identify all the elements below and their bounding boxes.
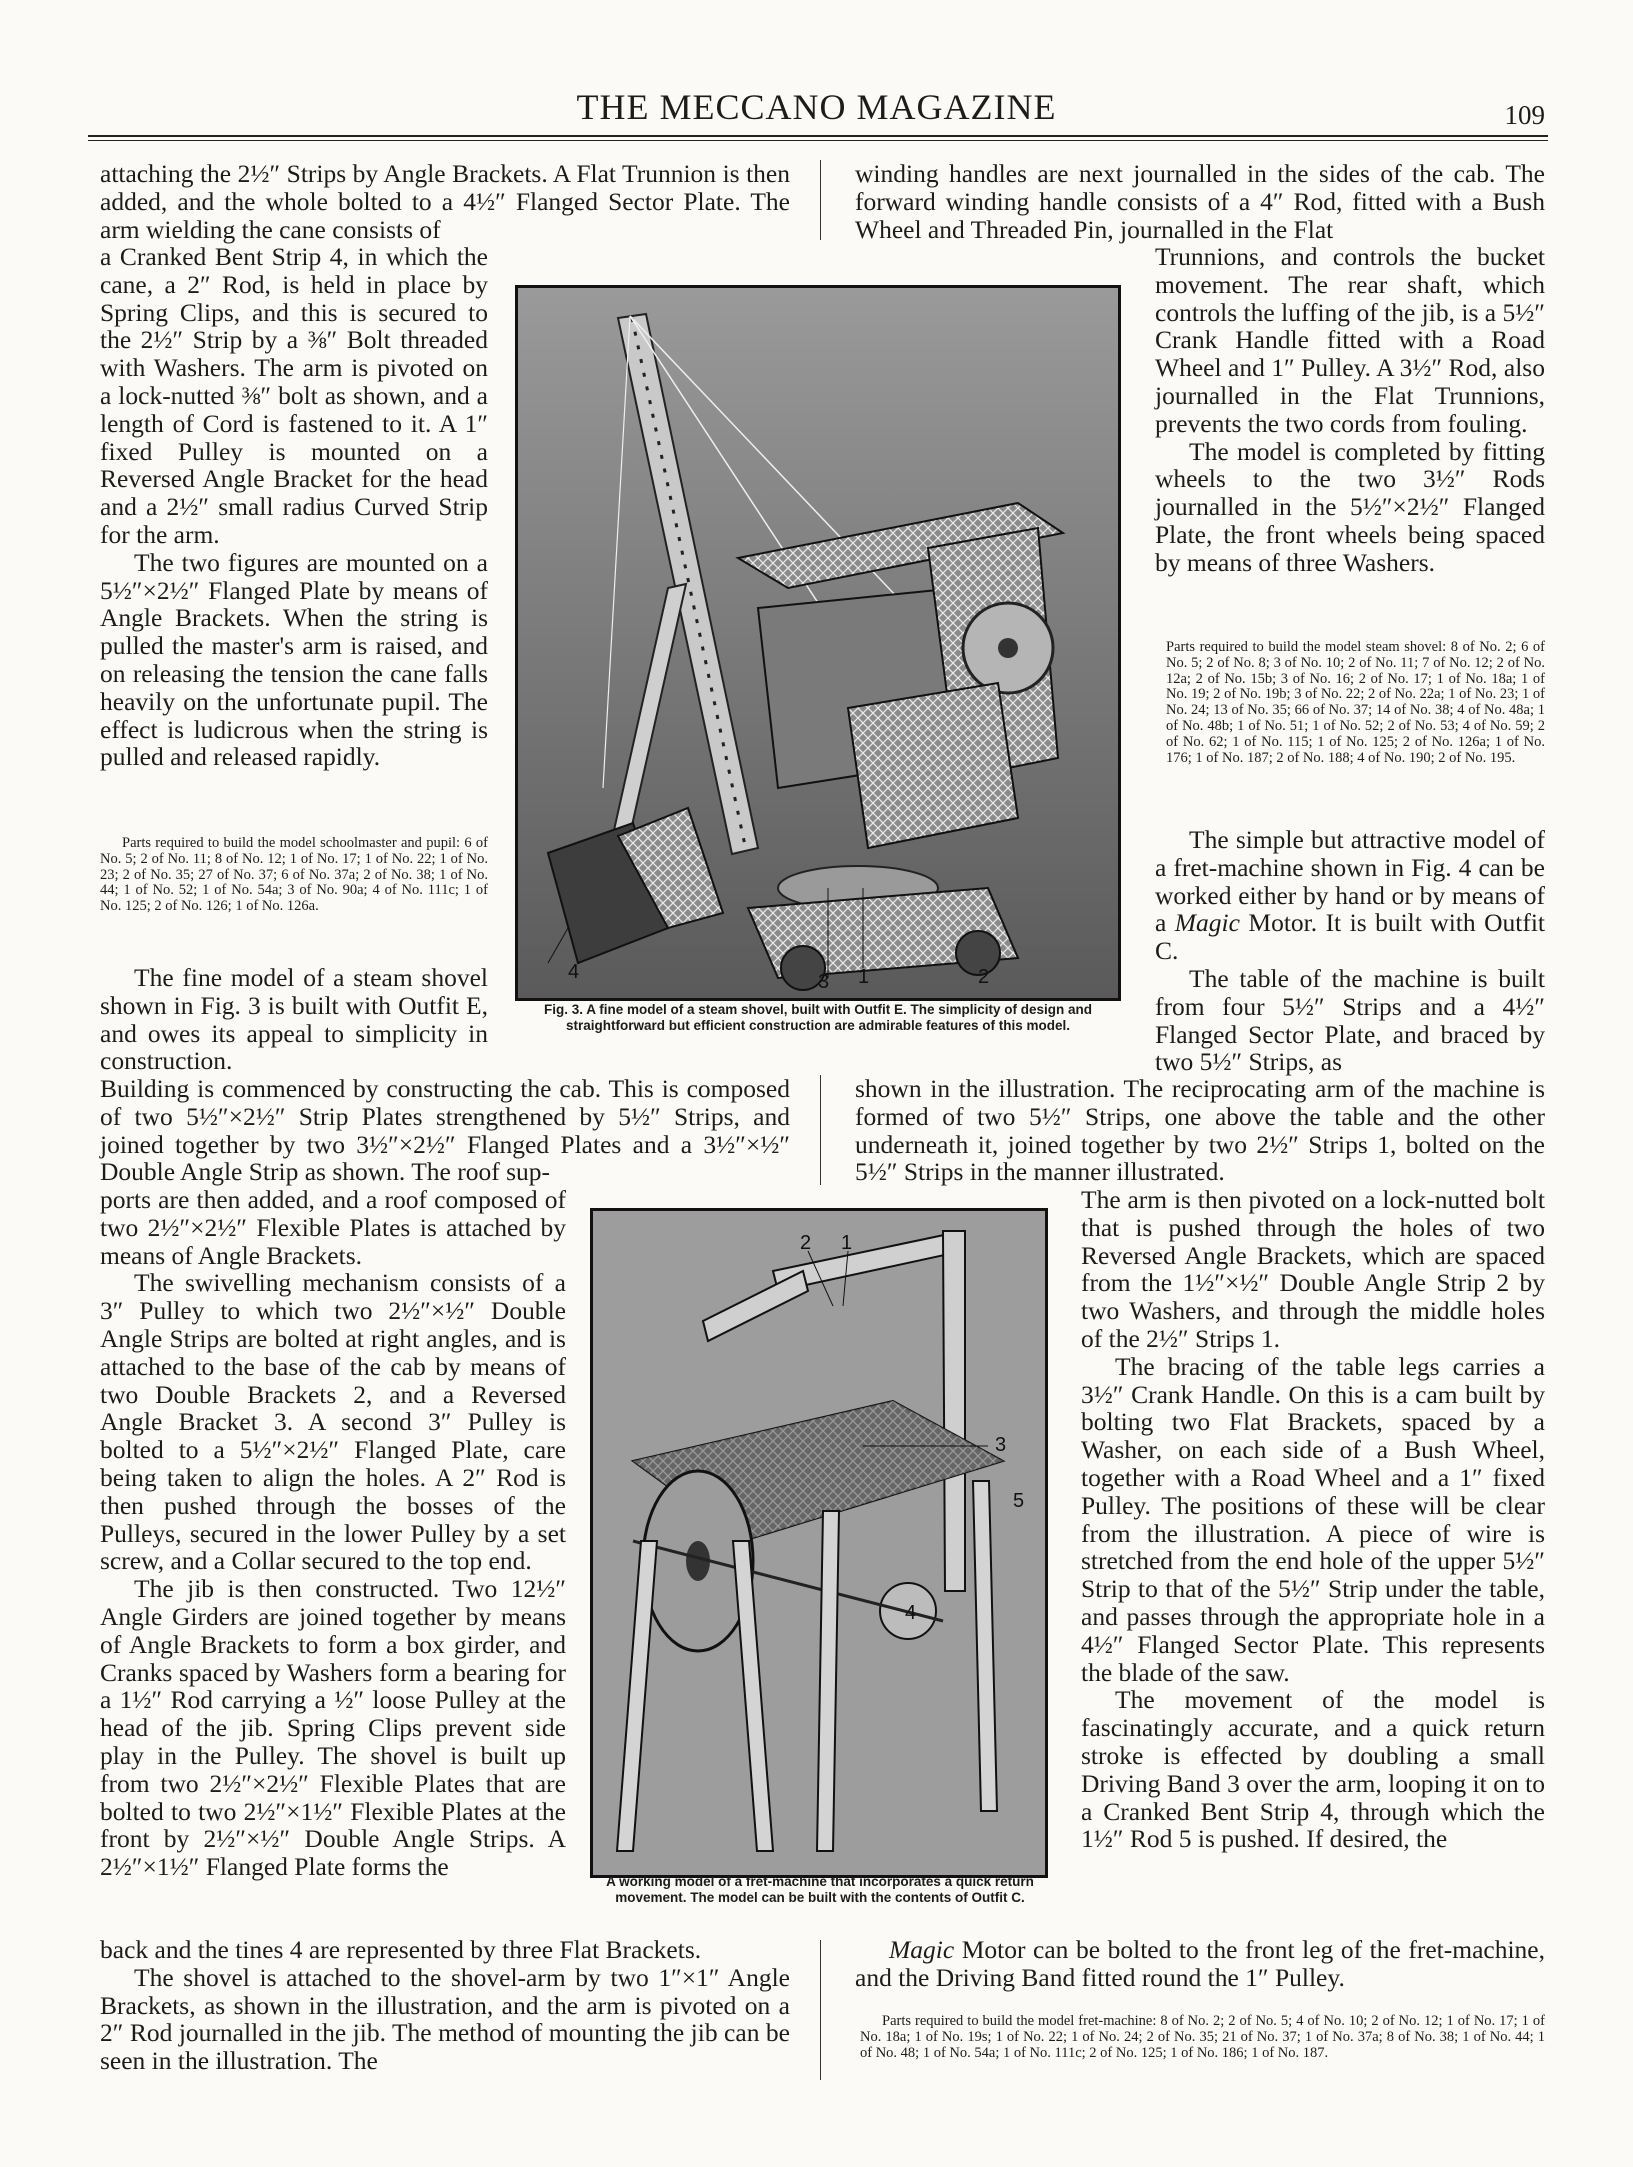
parts-list-schoolmaster: Parts required to build the model schoolmaster and pupil: 6 of No. 5; 2 of No. 11; 8 of No. 12; 1 of No. 17; 1 of No. 22; 1 of No. 23; 2 of No. 35; 27 of No. 37; 6 of No. 37a; 2 of No. 38; 1 of No. 44; 1 of No. 52; 1 of No. 54a; 3 of No. 90a; 4 of No. 111c; 1 of No. 125; 2 of No. 126; 1 of No. 126a.	[100, 835, 488, 915]
paragraph: winding handles are next journalled in the sides of the cab. The forward winding handle consists of a 4″ Rod, fitted with a Bush Wheel and Threaded Pin, journalled in the Flat	[855, 159, 1545, 244]
paragraph: The jib is then constructed. Two 12½″ Angle Girders are joined together by means of Angle Brackets to form a box girder, and Cranks spaced by Washers form a bearing for a 1½″ Rod carrying a ½″ loose Pulley at the head of the jib. Spring Clips prevent side play in the Pulley. The shovel is built up from two 2½″×2½″ Flexible Plates that are bolted to two 2½″×1½″ Flexible Plates at the front by 2½″×½″ Double Angle Strips. A 2½″×1½″ Flanged Plate forms the	[100, 1574, 566, 1882]
callout-label: 3	[818, 971, 830, 993]
paragraph	[855, 1936, 1545, 1992]
paragraph: attaching the 2½″ Strips by Angle Brackets. A Flat Trunnion is then added, and the whole bolted to a 4½″ Flanged Sector Plate. The arm wielding the cane consists of	[100, 159, 790, 244]
steam-shovel-illustration	[518, 288, 1118, 998]
figure-fret-machine	[590, 1208, 1048, 1878]
paragraph: The swivelling mechanism consists of a 3″ Pulley to which two 2½″×½″ Double Angle Strips are bolted at right angles, and is attached to the base of the cab by means of two Double Brackets 2, and a Reversed Angle Bracket 3. A second 3″ Pulley is bolted to a 5½″×2½″ Flanged Plate, care being taken to align the holes. A 2″ Rod is then pushed through the bosses of the Pulleys, secured in the lower Pulley by a set screw, and a Collar secured to the top end.	[100, 1268, 566, 1576]
paragraph: The fine model of a steam shovel shown in Fig. 3 is built with Outfit E, and owes its appeal to simplicity in construction.	[100, 963, 488, 1076]
paragraph: The movement of the model is fascinatingly accurate, and a quick return stroke is effected by doubling a small Driving Band 3 over the arm, looping it on to a Cranked Bent Strip 4, through which the 1½″ Rod 5 is pushed. If desired, the	[1081, 1685, 1545, 1854]
right-text-narrow-2	[1155, 826, 1545, 1076]
column-divider-bottom	[820, 1940, 821, 2080]
callout-label: 3	[995, 1434, 1007, 1456]
callout-label: 4	[905, 1602, 917, 1624]
right-text-narrow	[1155, 243, 1545, 577]
magazine-title: THE MECCANO MAGAZINE	[576, 87, 1057, 127]
text-run-italic: Magic	[1174, 908, 1240, 938]
header-rule	[88, 135, 1548, 137]
figure-4-caption: A working model of a fret-machine that incorporates a quick return movement. The model can be built with the contents of Outfit C.	[606, 1874, 1034, 1905]
right-text-top	[855, 160, 1545, 243]
right-text-narrow-4	[1081, 1186, 1545, 1853]
parts-list-shovel: Parts required to build the model steam shovel: 8 of No. 2; 6 of No. 5; 2 of No. 8; 3 of No. 10; 2 of No. 11; 7 of No. 12; 2 of No. 12a; 2 of No. 15b; 3 of No. 16; 2 of No. 17; 1 of No. 18a; 1 of No. 19; 2 of No. 19b; 3 of No. 22; 2 of No. 22a; 1 of No. 23; 1 of No. 24; 13 of No. 35; 66 of No. 37; 14 of No. 38; 4 of No. 48a; 1 of No. 48b; 1 of No. 51; 1 of No. 52; 2 of No. 53; 4 of No. 59; 2 of No. 62; 1 of No. 115; 1 of No. 125; 2 of No. 126a; 1 of No. 176; 1 of No. 187; 2 of No. 188; 4 of No. 190; 2 of No. 195.	[1166, 639, 1545, 766]
left-text-narrow-3	[100, 1186, 566, 1881]
paragraph	[1155, 826, 1545, 965]
left-text-mid	[100, 1075, 790, 1186]
figure-3-caption: Fig. 3. A fine model of a steam shovel, built with Outfit E. The simplicity of design and straightforward but efficient construction are admirable features of this model.	[543, 1002, 1093, 1033]
right-text-bottom	[855, 1936, 1545, 1992]
text-run: Motor can be bolted to the front leg of the fret-machine, and the Driving Band fitted round the 1″ Pulley.	[855, 1935, 1545, 1992]
paragraph: Building is commenced by constructing the cab. This is composed of two 5½″×2½″ Strip Plates strengthened by 5½″ Strips, and joined together by two 3½″×2½″ Flanged Plates and a 3½″×½″ Double Angle Strip as shown. The roof sup-	[100, 1074, 790, 1187]
paragraph: shown in the illustration. The reciprocating arm of the machine is formed of two 5½″ Strips, one above the table and the other underneath it, joined together by two 2½″ Strips 1, bolted on the 5½″ Strips in the manner illustrated.	[855, 1074, 1545, 1187]
paragraph: Trunnions, and controls the bucket movement. The rear shaft, which controls the luffing of the jib, is a 5½″ Crank Handle fitted with a Road Wheel and 1″ Pulley. A 3½″ Rod, also journalled in the Flat Trunnions, prevents the two cords from fouling.	[1155, 242, 1545, 438]
figure-steam-shovel	[515, 285, 1121, 1001]
callout-label: 1	[858, 966, 870, 988]
left-text-narrow	[100, 243, 488, 771]
callout-label: 1	[841, 1232, 853, 1254]
callout-label: 2	[800, 1232, 812, 1254]
text-run: Motor. It is built with Outfit C.	[1155, 908, 1545, 966]
column-divider-top	[820, 160, 821, 240]
paragraph: The model is completed by fitting wheels to the two 3½″ Rods journalled in the 5½″×2½″ Flanged Plate, the front wheels being spaced by means of three Washers.	[1155, 436, 1545, 577]
header-rule-thin	[88, 140, 1548, 141]
paragraph: The shovel is attached to the shovel-arm by two 1″×1″ Angle Brackets, as shown in the illustration, and the arm is pivoted on a 2″ Rod journalled in the jib. The method of mounting the jib can be seen in the illustration. The	[100, 1962, 790, 2076]
page-number: 109	[1504, 100, 1545, 130]
callout-label: 5	[1013, 1490, 1025, 1512]
column-divider-middle	[820, 1075, 821, 1185]
paragraph: a Cranked Bent Strip 4, in which the cane, a 2″ Rod, is held in place by Spring Clips, and this is secured to the 2½″ Strip by a ⅜″ Bolt threaded with Washers. The arm is pivoted on a lock-nutted ⅜″ bolt as shown, and a length of Cord is fastened to it. A 1″ fixed Pulley is mounted on a Reversed Angle Bracket for the head and a 2½″ small radius Curved Strip for the arm.	[100, 242, 488, 549]
paragraph: ports are then added, and a roof composed of two 2½″×2½″ Flexible Plates is attached by means of Angle Brackets.	[100, 1185, 566, 1270]
paragraph: back and the tines 4 are represented by three Flat Brackets.	[100, 1935, 702, 1964]
right-text-mid	[855, 1075, 1545, 1186]
parts-list-fret: Parts required to build the model fret-machine: 8 of No. 2; 2 of No. 5; 4 of No. 10; 2 of No. 12; 1 of No. 17; 1 of No. 18a; 1 of No. 19s; 1 of No. 22; 1 of No. 24; 2 of No. 35; 21 of No. 37; 1 of No. 37a; 8 of No. 38; 1 of No. 44; 1 of No. 48; 1 of No. 54a; 1 of No. 111c; 2 of No. 125; 1 of No. 186; 1 of No. 187.	[860, 2013, 1545, 2061]
text-run-italic: Magic	[889, 1935, 955, 1964]
callout-label: 4	[568, 961, 580, 983]
left-text-top	[100, 160, 790, 243]
left-text-narrow-2	[100, 964, 488, 1075]
left-text-bottom	[100, 1936, 790, 2075]
paragraph: The table of the machine is built from four 5½″ Strips and a 4½″ Flanged Sector Plate, and braced by two 5½″ Strips, as	[1155, 963, 1545, 1077]
fret-machine-illustration	[593, 1211, 1045, 1875]
text-run: The simple but attractive model of a fret-machine shown in Fig. 4 can be worked either by hand or by means of a	[1155, 825, 1545, 938]
callout-label: 2	[978, 966, 990, 988]
paragraph: The bracing of the table legs carries a 3½″ Crank Handle. On this is a cam built by bolting two Flat Brackets, spaced by a Washer, on each side of a Bush Wheel, together with a Road Wheel and a 1″ fixed Pulley. The positions of these will be clear from the illustration. A piece of wire is stretched from the end hole of the upper 5½″ Strip to that of the 5½″ Strip under the table, and passes through the appropriate hole in a 4½″ Flanged Sector Plate. This represents the blade of the saw.	[1081, 1351, 1545, 1687]
paragraph: The arm is then pivoted on a lock-nutted bolt that is pushed through the holes of two Reversed Angle Brackets, which are spaced from the 1½″×½″ Double Angle Strip 2 by two Washers, and through the middle holes of the 2½″ Strips 1.	[1081, 1185, 1545, 1353]
paragraph: The two figures are mounted on a 5½″×2½″ Flanged Plate by means of Angle Brackets. When the string is pulled the master's arm is raised, and on releasing the tension the cane falls heavily on the unfortunate pupil. The effect is ludicrous when the string is pulled and released rapidly.	[100, 547, 488, 772]
